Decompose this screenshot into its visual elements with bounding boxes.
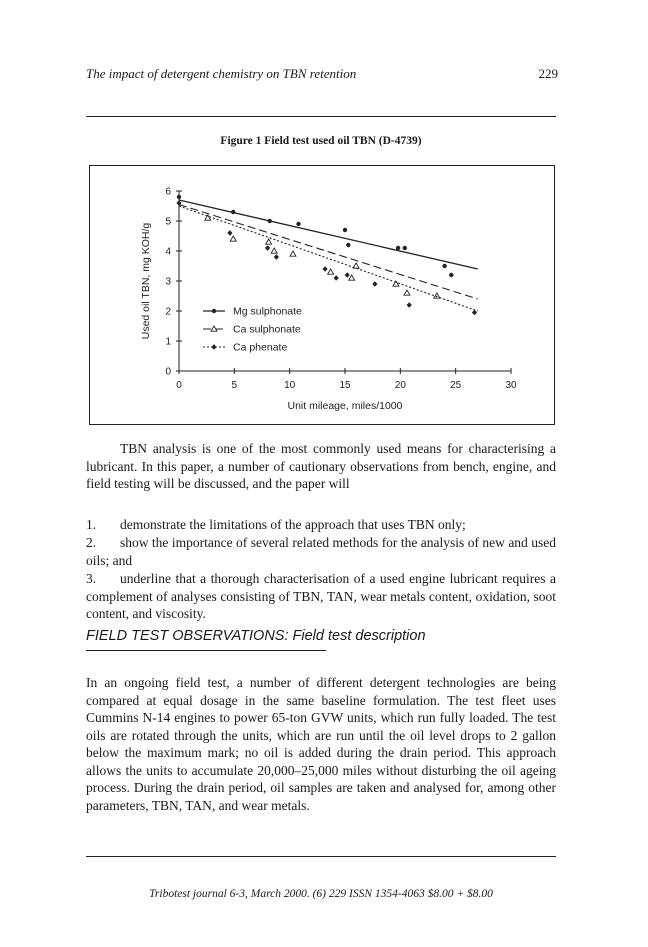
- series-1-point: [266, 239, 272, 244]
- series-2-point: [227, 230, 232, 236]
- x-axis-label: Unit mileage, miles/1000: [287, 400, 403, 412]
- list-item: [86, 516, 556, 534]
- series-0-point: [343, 228, 347, 232]
- x-tick-label: 25: [450, 380, 462, 391]
- header-rule: [86, 116, 556, 117]
- y-tick-label: 5: [165, 216, 171, 228]
- series-1-point: [328, 269, 334, 274]
- series-1-point: [271, 248, 277, 253]
- list-item: [86, 570, 556, 623]
- series-2-point: [322, 266, 327, 272]
- x-tick-label: 0: [176, 380, 182, 391]
- tbn-chart: [90, 166, 556, 426]
- section-heading: FIELD TEST OBSERVATIONS: Field test description: [86, 628, 426, 644]
- series-1-point: [434, 293, 440, 298]
- y-tick-label: 0: [165, 366, 171, 378]
- footer-rule: [86, 856, 556, 857]
- page-number: 229: [538, 66, 558, 81]
- section-rule: [86, 650, 326, 651]
- y-tick-label: 2: [165, 306, 171, 318]
- series-0-point: [403, 246, 407, 250]
- series-2-point: [345, 272, 350, 278]
- footer-citation: Tribotest journal 6-3, March 2000. (6) 229 ISSN 1354-4063 $8.00 + $8.00: [149, 888, 493, 900]
- series-2-point: [334, 275, 339, 281]
- legend-label: Ca sulphonate: [233, 323, 301, 336]
- y-tick-label: 1: [165, 336, 171, 348]
- series-1-point: [404, 290, 410, 295]
- series-0-point: [346, 243, 350, 247]
- series-2-point: [265, 245, 270, 251]
- list-number: 3.: [86, 571, 97, 586]
- y-tick-label: 4: [165, 246, 171, 258]
- list-text: show the importance of several related methods for the analysis of new and used oils; and: [86, 535, 556, 568]
- legend-marker: [212, 309, 216, 313]
- list-number: 1.: [86, 517, 97, 532]
- series-1-point: [349, 275, 355, 280]
- series-2-point: [372, 281, 377, 287]
- list-text: underline that a thorough characterisation of a used engine lubricant requires a complement of analyses consisting of TBN, TAN, wear metals content, oxidation, soot content, and viscosity.: [86, 571, 556, 621]
- series-0-point: [442, 264, 446, 268]
- y-axis-label: Used oil TBN, mg KOH/g: [140, 222, 152, 340]
- series-0-trend-line: [179, 200, 478, 269]
- series-1-trend-line: [179, 205, 478, 300]
- y-tick-label: 6: [165, 186, 171, 198]
- series-2-point: [472, 310, 477, 316]
- list-item: [86, 534, 556, 569]
- series-0-point: [231, 210, 235, 214]
- series-1-point: [290, 251, 296, 256]
- running-title: The impact of detergent chemistry on TBN retention: [86, 66, 357, 81]
- y-tick-label: 3: [165, 276, 171, 288]
- legend-label: Mg sulphonate: [233, 305, 302, 318]
- legend-label: Ca phenate: [233, 341, 288, 354]
- series-0-point: [449, 273, 453, 277]
- series-0-point: [296, 222, 300, 226]
- series-0-point: [396, 246, 400, 250]
- list-number: 2.: [86, 535, 97, 550]
- x-tick-label: 10: [284, 380, 296, 391]
- series-1-point: [230, 236, 236, 241]
- figure-caption: Figure 1 Field test used oil TBN (D-4739): [220, 135, 422, 147]
- series-0-point: [177, 195, 181, 199]
- series-2-point: [407, 302, 412, 308]
- list-text: demonstrate the limitations of the approach that uses TBN only;: [120, 517, 466, 532]
- intro-paragraph: TBN analysis is one of the most commonly used means for characterising a lubricant. In this paper, a number of cautionary observations from bench, engine, and field testing will be discussed, and the paper will: [86, 441, 556, 491]
- legend-marker: [211, 344, 216, 350]
- x-tick-label: 5: [231, 380, 238, 391]
- x-tick-label: 15: [339, 380, 351, 391]
- section-paragraph: In an ongoing field test, a number of different detergent technologies are being compared at equal dosage in the same baseline formulation. The test fleet uses Cummins N-14 engines to power 65-ton GVW units, which run fully loaded. The test oils are rotated through the units, which are run until the oil level drops to 2 gallon below the maximum mark; no oil is added during the drain period. This approach allows the units to accumulate 20,000–25,000 miles without disturbing the oil ageing process. During the drain period, oil samples are taken and analysed for, among other parameters, TBN, TAN, and wear metals.: [86, 675, 556, 813]
- x-tick-label: 30: [505, 380, 517, 391]
- x-tick-label: 20: [394, 380, 406, 391]
- series-0-point: [268, 219, 272, 223]
- series-2-point: [274, 254, 279, 260]
- figure-frame: [89, 165, 555, 425]
